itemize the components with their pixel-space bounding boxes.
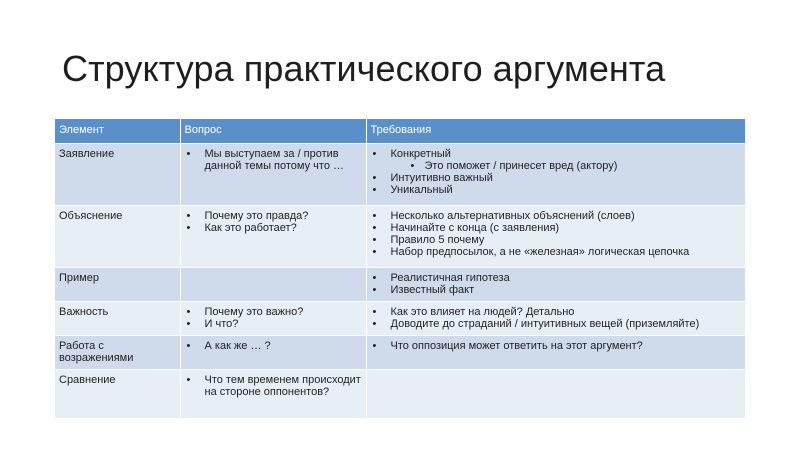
requirement-item: • Уникальный <box>371 184 742 196</box>
cell-question <box>180 144 366 206</box>
requirement-item: • Правило 5 почему <box>371 234 742 246</box>
requirement-item: • Набор предпосылок, а не «железная» логическая цепочка <box>371 246 742 258</box>
cell-requirements <box>366 302 745 336</box>
header-requirements: Требования <box>366 119 745 144</box>
table-row <box>55 144 745 206</box>
requirement-item: • Как это влияет на людей? Детально <box>371 306 742 318</box>
question-item: • А как же … ? <box>185 340 362 352</box>
cell-element: Заявление <box>55 144 180 206</box>
header-question: Вопрос <box>180 119 366 144</box>
table-row <box>55 206 745 268</box>
requirement-item: • Известный факт <box>371 284 742 296</box>
cell-question <box>180 302 366 336</box>
requirement-subitem: • Это поможет / принесет вред (актору) <box>371 160 742 172</box>
cell-question <box>180 206 366 268</box>
cell-element: Объяснение <box>55 206 180 268</box>
question-item: • Как это работает? <box>185 222 362 234</box>
cell-requirements <box>366 268 745 302</box>
requirement-item: • Начинайте с конца (с заявления) <box>371 222 742 234</box>
cell-requirements <box>366 206 745 268</box>
requirement-item: • Конкретный <box>371 148 742 160</box>
cell-element: Сравнение <box>55 370 180 418</box>
table-row <box>55 302 745 336</box>
cell-requirements <box>366 144 745 206</box>
requirement-item: • Доводите до страданий / интуитивных вещей (приземляйте) <box>371 318 742 330</box>
cell-element: Пример <box>55 268 180 302</box>
table-row <box>55 268 745 302</box>
cell-element: Важность <box>55 302 180 336</box>
cell-element: Работа с возражениями <box>55 336 180 370</box>
slide-title: Структура практического аргумента <box>62 48 666 89</box>
cell-requirements <box>366 370 745 418</box>
cell-requirements <box>366 336 745 370</box>
requirement-item: • Реалистичная гипотеза <box>371 272 742 284</box>
table-header-row <box>55 119 745 144</box>
requirement-item: • Что оппозиция может ответить на этот аргумент? <box>371 340 742 352</box>
question-item: • И что? <box>185 318 362 330</box>
argument-structure-table <box>55 119 745 418</box>
table-row <box>55 370 745 418</box>
cell-question <box>180 370 366 418</box>
table-row <box>55 336 745 370</box>
cell-question <box>180 336 366 370</box>
question-item: • Что тем временем происходит на стороне оппонентов? <box>185 374 362 398</box>
header-element: Элемент <box>55 119 180 144</box>
question-item: • Почему это важно? <box>185 306 362 318</box>
question-item: • Почему это правда? <box>185 210 362 222</box>
requirement-item: • Несколько альтернативных объяснений (слоев) <box>371 210 742 222</box>
cell-question <box>180 268 366 302</box>
requirement-item: • Интуитивно важный <box>371 172 742 184</box>
question-item: • Мы выступаем за / против данной темы потому что … <box>185 148 362 172</box>
